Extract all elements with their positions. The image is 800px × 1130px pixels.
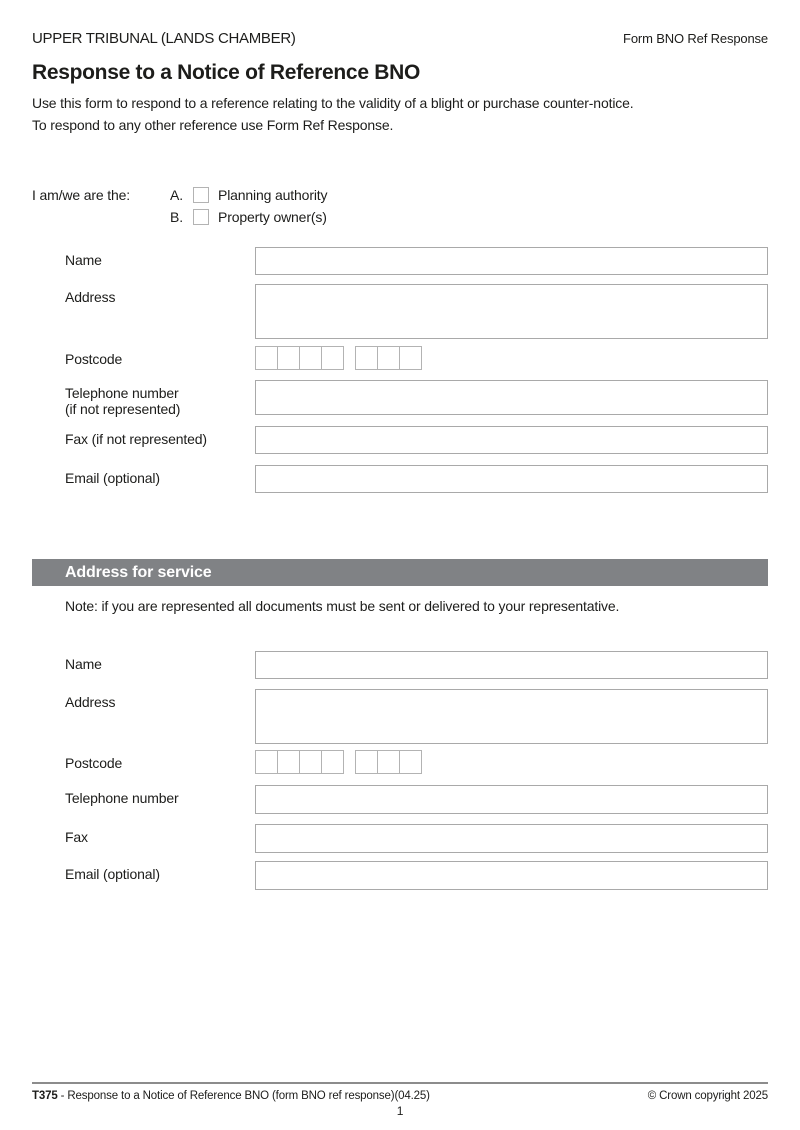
service-email-label: Email (optional)	[65, 866, 160, 882]
postcode-cell[interactable]	[299, 750, 322, 774]
footer-form-code: T375	[32, 1090, 58, 1102]
header	[0, 0, 800, 47]
role-options	[170, 184, 327, 228]
address-label: Address	[65, 289, 116, 305]
org-title: UPPER TRIBUNAL (LANDS CHAMBER)	[32, 30, 296, 47]
role-option-planning-authority	[170, 184, 327, 206]
field-row-service-fax	[32, 824, 768, 853]
service-fax-label: Fax	[65, 829, 88, 845]
option-letter: B.	[170, 209, 183, 225]
address-input[interactable]	[255, 284, 768, 339]
service-postcode-label: Postcode	[65, 755, 123, 771]
field-row-fax	[32, 426, 768, 454]
name-label: Name	[65, 252, 102, 268]
field-row-name	[32, 247, 768, 275]
postcode-outward-group	[255, 750, 344, 774]
telephone-label-line1: Telephone number	[65, 385, 179, 401]
role-section	[32, 184, 768, 228]
service-address-label: Address	[65, 694, 116, 710]
service-postcode-input	[255, 750, 422, 774]
postcode-cell[interactable]	[299, 346, 322, 370]
option-letter: A.	[170, 187, 183, 203]
field-row-address	[32, 284, 768, 339]
postcode-cell[interactable]	[355, 346, 378, 370]
field-row-service-address	[32, 689, 768, 744]
footer-form-description: - Response to a Notice of Reference BNO (form BNO ref response)(04.25)	[57, 1090, 430, 1102]
service-name-label: Name	[65, 656, 102, 672]
name-input[interactable]	[255, 247, 768, 275]
intro-line-1: Use this form to respond to a reference relating to the validity of a blight or purchase counter-notice.	[32, 95, 634, 111]
service-email-input[interactable]	[255, 861, 768, 890]
representation-note: Note: if you are represented all documents must be sent or delivered to your representative.	[65, 598, 620, 614]
field-row-postcode	[32, 346, 768, 370]
postcode-cell[interactable]	[399, 750, 422, 774]
telephone-label	[32, 380, 255, 417]
field-row-service-telephone	[32, 785, 768, 814]
postcode-inward-group	[355, 346, 422, 370]
footer-form-id	[32, 1090, 430, 1102]
email-label: Email (optional)	[65, 470, 160, 486]
postcode-cell[interactable]	[399, 346, 422, 370]
footer	[32, 1082, 768, 1118]
postcode-label: Postcode	[65, 351, 123, 367]
field-row-service-postcode	[32, 750, 768, 774]
postcode-cell[interactable]	[255, 750, 278, 774]
option-label: Planning authority	[218, 187, 328, 203]
footer-copyright: © Crown copyright 2025	[647, 1090, 768, 1102]
fax-label: Fax (if not represented)	[65, 431, 207, 447]
postcode-input	[255, 346, 422, 370]
field-row-service-email	[32, 861, 768, 890]
footer-row	[32, 1090, 768, 1102]
intro-text	[32, 94, 768, 135]
postcode-outward-group	[255, 346, 344, 370]
postcode-inward-group	[355, 750, 422, 774]
email-input[interactable]	[255, 465, 768, 493]
service-address-input[interactable]	[255, 689, 768, 744]
postcode-cell[interactable]	[377, 750, 400, 774]
postcode-cell[interactable]	[277, 750, 300, 774]
respondent-fields	[32, 247, 768, 493]
postcode-cell[interactable]	[321, 346, 344, 370]
section-title: Address for service	[65, 563, 212, 581]
service-name-input[interactable]	[255, 651, 768, 679]
field-row-email	[32, 465, 768, 493]
postcode-cell[interactable]	[277, 346, 300, 370]
postcode-cell[interactable]	[355, 750, 378, 774]
service-fields	[32, 651, 768, 890]
role-label: I am/we are the:	[32, 187, 130, 203]
fax-input[interactable]	[255, 426, 768, 454]
page-number: 1	[396, 1104, 404, 1118]
postcode-cell[interactable]	[321, 750, 344, 774]
service-telephone-label: Telephone number	[65, 790, 179, 806]
service-fax-input[interactable]	[255, 824, 768, 853]
planning-authority-checkbox[interactable]	[193, 187, 209, 203]
property-owner-checkbox[interactable]	[193, 209, 209, 225]
field-row-service-name	[32, 651, 768, 679]
address-for-service-section-header	[32, 559, 768, 586]
postcode-cell[interactable]	[255, 346, 278, 370]
intro-line-2: To respond to any other reference use Form Ref Response.	[32, 117, 394, 133]
form-ref-label: Form BNO Ref Response	[623, 31, 768, 46]
page-title: Response to a Notice of Reference BNO	[32, 61, 420, 84]
field-row-telephone	[32, 380, 768, 417]
postcode-cell[interactable]	[377, 346, 400, 370]
telephone-label-line2: (if not represented)	[65, 401, 181, 417]
telephone-input[interactable]	[255, 380, 768, 415]
role-option-property-owner	[170, 206, 327, 228]
option-label: Property owner(s)	[218, 209, 327, 225]
service-telephone-input[interactable]	[255, 785, 768, 814]
